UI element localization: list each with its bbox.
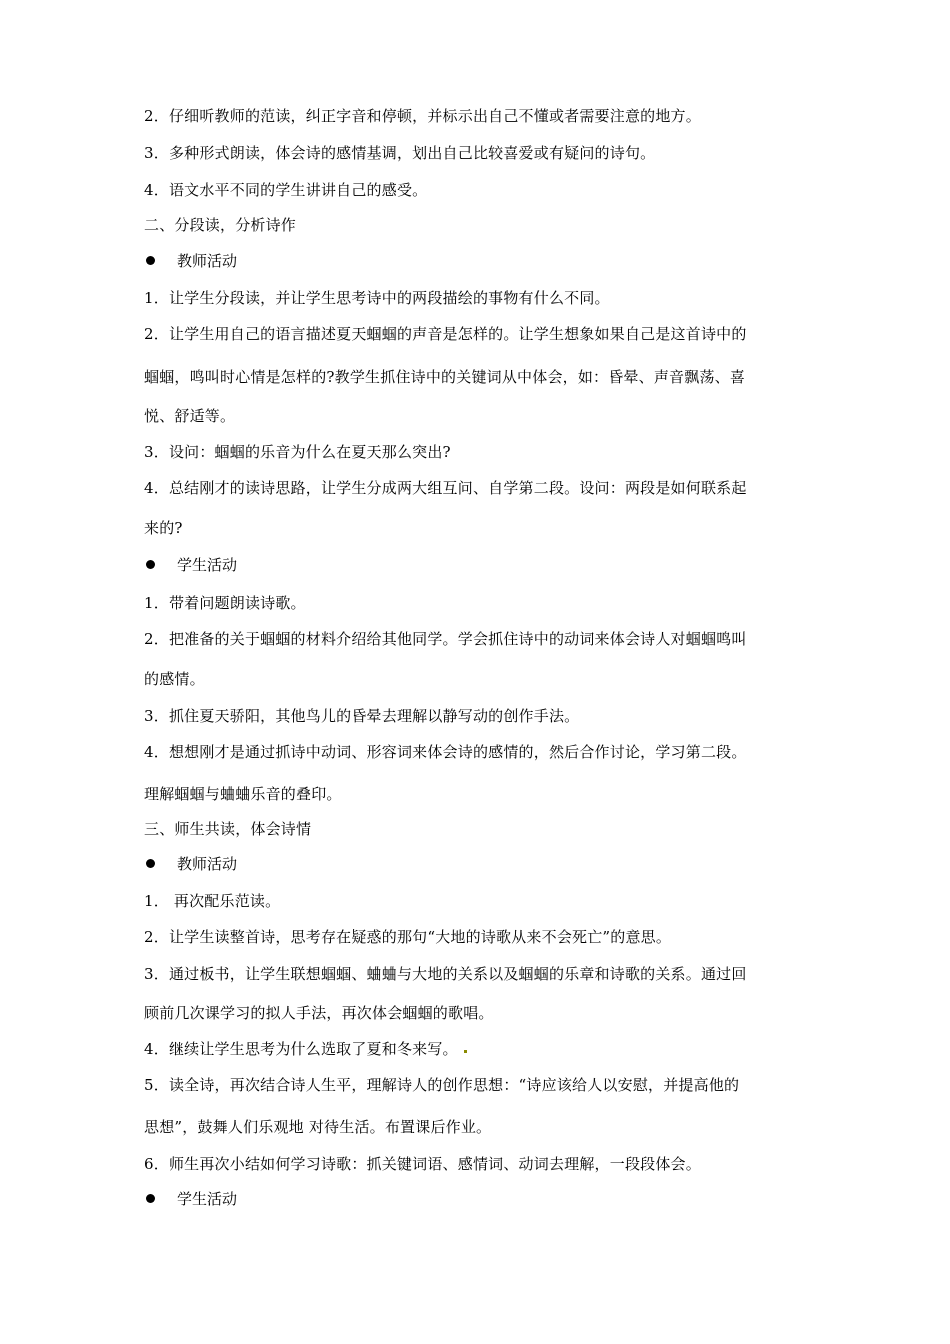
text-line: 顾前几次课学习的拟人手法，再次体会蝈蝈的歌唱。 [144, 1004, 494, 1022]
bullet-item [144, 251, 237, 271]
bullet-icon [146, 1194, 155, 1203]
text-line: 3．多种形式朗读，体会诗的感情基调，划出自己比较喜爱或有疑问的诗句。 [144, 144, 656, 162]
mark-dot-icon [464, 1050, 467, 1053]
text-line: 6．师生再次小结如何学习诗歌：抓关键词语、感情词、动词去理解，一段段体会。 [144, 1155, 701, 1173]
bullet-item [144, 555, 237, 575]
bullet-label: 教师活动 [177, 855, 238, 873]
text-line: 1．让学生分段读，并让学生思考诗中的两段描绘的事物有什么不同。 [144, 289, 610, 307]
text-line: 3．设问：蝈蝈的乐音为什么在夏天那么突出? [144, 443, 451, 461]
text-line: 1．带着问题朗读诗歌。 [144, 594, 306, 612]
text-line: 5．读全诗，再次结合诗人生平，理解诗人的创作思想：“诗应该给人以安慰，并提高他的 [144, 1076, 740, 1094]
bullet-icon [146, 256, 155, 265]
text-line: 4．总结刚才的读诗思路，让学生分成两大组互问、自学第二段。设问：两段是如何联系起 [144, 479, 747, 497]
text-line: 的感情。 [144, 670, 205, 688]
text-line: 理解蝈蝈与蛐蛐乐音的叠印。 [144, 785, 342, 803]
bullet-icon [146, 560, 155, 569]
bullet-item [144, 854, 237, 874]
text-line: 来的? [144, 519, 183, 537]
text-line: 3．抓住夏天骄阳，其他鸟儿的昏晕去理解以静写动的创作手法。 [144, 707, 580, 725]
text-line: 思想”，鼓舞人们乐观地 对待生活。布置课后作业。 [144, 1118, 492, 1136]
text-line: 2．把准备的关于蝈蝈的材料介绍给其他同学。学会抓住诗中的动词来体会诗人对蝈蝈鸣叫 [144, 630, 747, 648]
text-line-content: 4．继续让学生思考为什么选取了夏和冬来写。 [144, 1040, 458, 1058]
section-heading: 三、师生共读，体会诗情 [144, 820, 312, 838]
bullet-label: 学生活动 [177, 556, 238, 574]
text-line: 2．让学生用自己的语言描述夏天蝈蝈的声音是怎样的。让学生想象如果自己是这首诗中的 [144, 325, 747, 343]
text-line: 悦、舒适等。 [144, 407, 236, 425]
bullet-item [144, 1189, 237, 1209]
section-heading: 二、分段读，分析诗作 [144, 216, 297, 234]
bullet-label: 教师活动 [177, 252, 238, 270]
text-line: 2．仔细听教师的范读，纠正字音和停顿，并标示出自己不懂或者需要注意的地方。 [144, 107, 701, 125]
text-line: 1． 再次配乐范读。 [144, 892, 281, 910]
text-line: 3．通过板书，让学生联想蝈蝈、蛐蛐与大地的关系以及蝈蝈的乐章和诗歌的关系。通过回 [144, 965, 747, 983]
bullet-icon [146, 859, 155, 868]
text-line: 蝈蝈，鸣叫时心情是怎样的?教学生抓住诗中的关键词从中体会，如：昏晕、声音飘荡、喜 [144, 368, 746, 386]
text-line: 2．让学生读整首诗，思考存在疑惑的那句“大地的诗歌从来不会死亡”的意思。 [144, 928, 672, 946]
bullet-label: 学生活动 [177, 1190, 238, 1208]
text-line [144, 1039, 824, 1059]
text-line: 4．想想刚才是通过抓诗中动词、形容词来体会诗的感情的，然后合作讨论，学习第二段。 [144, 743, 747, 761]
text-line: 4．语文水平不同的学生讲讲自己的感受。 [144, 181, 428, 199]
